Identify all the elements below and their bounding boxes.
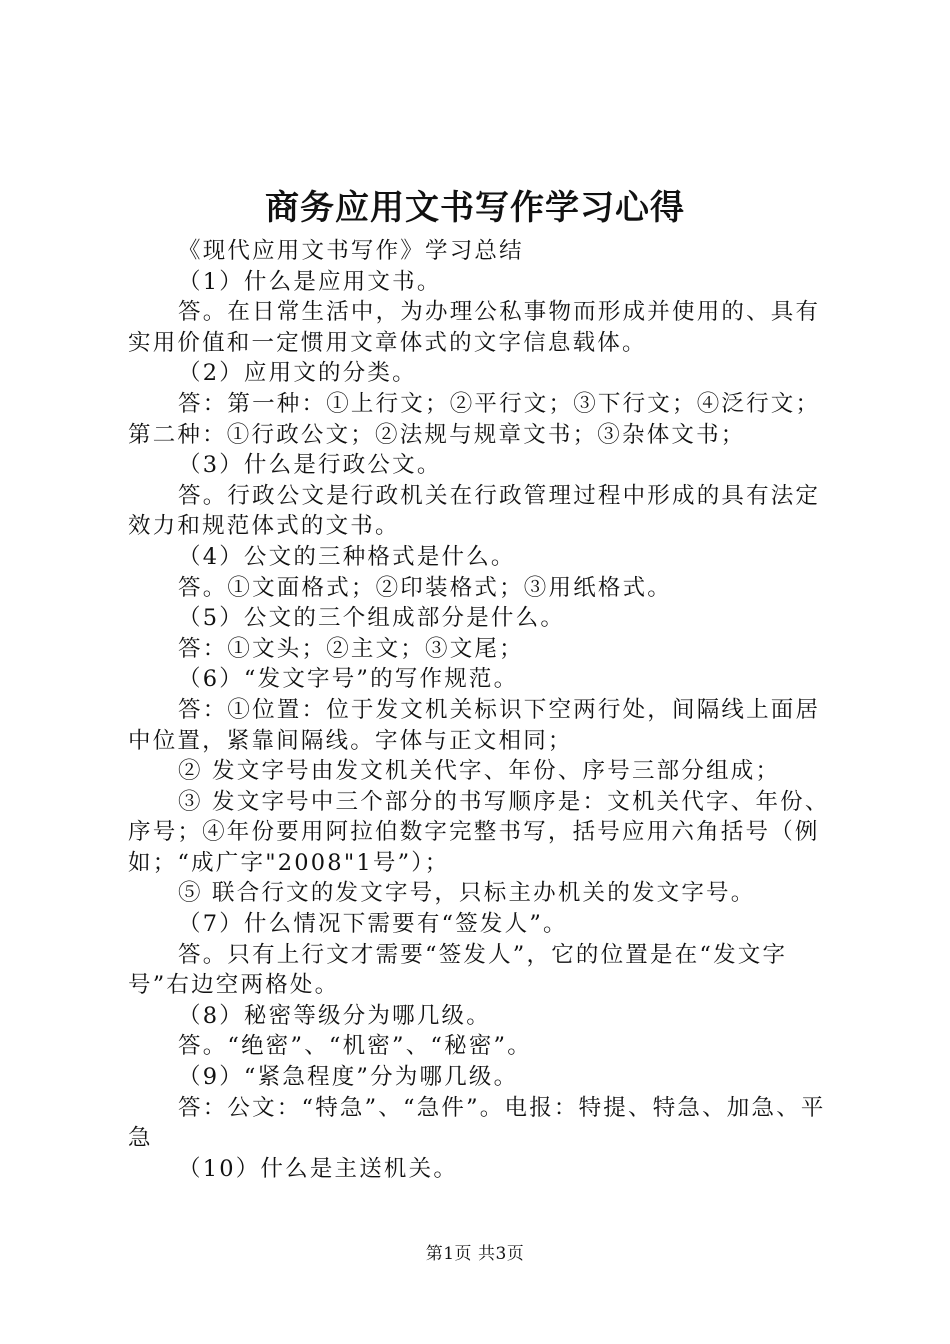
paragraph-question-7: （7）什么情况下需要有“签发人”。 bbox=[178, 911, 568, 938]
paragraph-question-5: （5）公文的三个组成部分是什么。 bbox=[178, 605, 566, 632]
paragraph-answer-6a: 答：①位置：位于发文机关标识下空两行处，间隔线上面居中位置，紧靠间隔线。字体与正文相同； bbox=[128, 696, 821, 754]
paragraph-answer-5: 答：①文头；②主文；③文尾； bbox=[178, 635, 524, 662]
paragraph-question-6: （6）“发文字号”的写作规范。 bbox=[178, 666, 519, 693]
paragraph-answer-3: 答。行政公文是行政机关在行政管理过程中形成的具有法定效力和规范体式的文书。 bbox=[128, 482, 821, 540]
paragraph-answer-8: 答。“绝密”、“机密”、“秘密”。 bbox=[178, 1033, 532, 1060]
paragraph-answer-7: 答。只有上行文才需要“签发人”，它的位置是在“发文字号”右边空两格处。 bbox=[128, 941, 788, 999]
paragraph-question-10: （10）什么是主送机关。 bbox=[178, 1155, 459, 1182]
document-title: 商务应用文书写作学习心得 bbox=[265, 188, 685, 228]
document-body bbox=[128, 236, 834, 1184]
paragraph-question-8: （8）秘密等级分为哪几级。 bbox=[178, 1002, 491, 1029]
page-footer: 第1页 共3页 bbox=[425, 1244, 525, 1264]
paragraph-answer-6d: ⑤ 联合行文的发文字号，只标主办机关的发文字号。 bbox=[178, 880, 756, 907]
paragraph-answer-6b: ② 发文字号由发文机关代字、年份、序号三部分组成； bbox=[178, 758, 781, 785]
paragraph-answer-2: 答：第一种：①上行文；②平行文；③下行文；④泛行文；第二种：①行政公文；②法规与规章文书；③杂体文书； bbox=[128, 390, 821, 448]
paragraph-answer-9: 答：公文：“特急”、“急件”。电报：特提、特急、加急、平急 bbox=[128, 1094, 826, 1152]
paragraph-question-4: （4）公文的三种格式是什么。 bbox=[178, 543, 516, 570]
paragraph-answer-6c: ③ 发文字号中三个部分的书写顺序是：文机关代字、年份、序号；④年份要用阿拉伯数字完整书写，括号应用六角括号（例如；“成广字"2008"1号”）； bbox=[128, 788, 830, 876]
paragraph-subtitle: 《现代应用文书写作》学习总结 bbox=[178, 238, 524, 264]
paragraph-question-3: （3）什么是行政公文。 bbox=[178, 452, 442, 479]
paragraph-question-9: （9）“紧急程度”分为哪几级。 bbox=[178, 1064, 519, 1091]
paragraph-question-1: （1）什么是应用文书。 bbox=[178, 268, 442, 295]
paragraph-answer-4: 答。①文面格式；②印装格式；③用纸格式。 bbox=[178, 574, 673, 601]
paragraph-answer-1: 答。在日常生活中，为办理公私事物而形成并使用的、具有实用价值和一定惯用文章体式的文字信息载体。 bbox=[128, 299, 821, 356]
paragraph-question-2: （2）应用文的分类。 bbox=[178, 360, 417, 387]
